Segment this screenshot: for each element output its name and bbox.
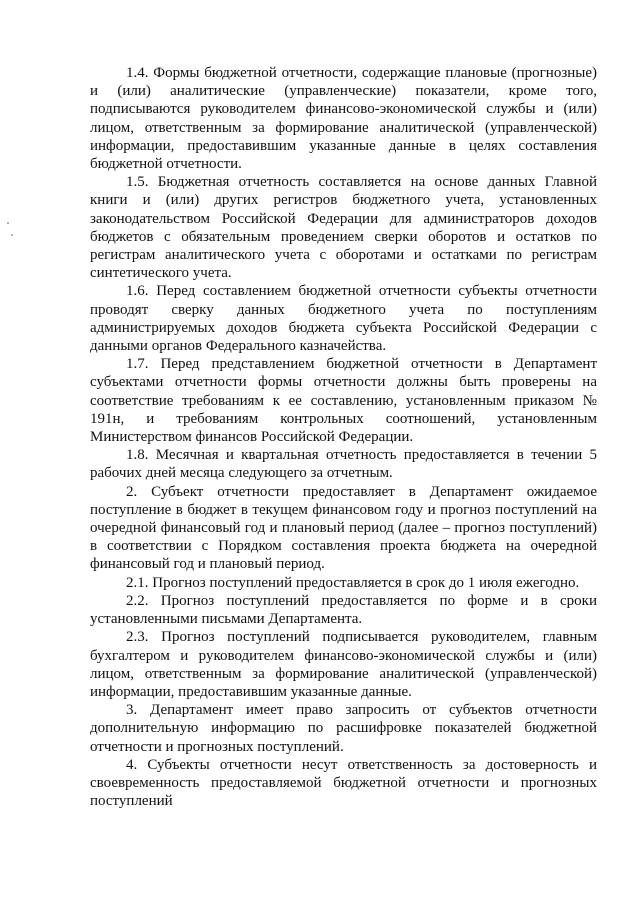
- paragraph-1-7: 1.7. Перед представлением бюджетной отчетности в Департамент субъектами отчетности формы отчетности должны быть проверены на соответствие требованиям к ее составлению, установленным приказом № 191н, и требованиям контрольных соотношений, установленным Министерством финансов Российской Федерации.: [90, 356, 597, 446]
- paragraph-2: 2. Субъект отчетности предоставляет в Департамент ожидаемое поступление в бюджет в текущем финансовом году и прогноз поступлений на очередной финансовый год и плановый период (далее – прогноз поступлений) в соответствии с Порядком составления проекта бюджета на очередной финансовый год и плановый период.: [90, 483, 597, 573]
- scan-speck: [11, 234, 13, 236]
- paragraph-1-6: 1.6. Перед составлением бюджетной отчетности субъекты отчетности проводят сверку данных бюджетного учета по поступлениям администрируемых доходов бюджета субъекта Российской Федерации с данными органов Федерального казначейства.: [90, 283, 597, 355]
- paragraph-2-2: 2.2. Прогноз поступлений предоставляется по форме и в сроки установленными письмами Департамента.: [90, 592, 597, 628]
- paragraph-1-4: 1.4. Формы бюджетной отчетности, содержащие плановые (прогнозные) и (или) аналитические (управленческие) показатели, кроме того, подписываются руководителем финансово-экономической службы и (или) лицом, ответственным за формирование аналитической (управленческой) информации, предоставившим указанные данные в целях составления бюджетной отчетности.: [90, 65, 597, 173]
- paragraph-1-5: 1.5. Бюджетная отчетность составляется на основе данных Главной книги и (или) других регистров бюджетного учета, установленных законодательством Российской Федерации для администраторов доходов бюджетов с обязательным проведением сверки оборотов и остатков по регистрам аналитического учета с оборотами и остатками по регистрам синтетического учета.: [90, 174, 597, 282]
- paragraph-2-3: 2.3. Прогноз поступлений подписывается руководителем, главным бухгалтером и руководителем финансово-экономической службы и (или) лицом, ответственным за формирование аналитической (управленческой) информации, предоставившим указанные данные.: [90, 629, 597, 700]
- paragraph-1-8: 1.8. Месячная и квартальная отчетность предоставляется в течении 5 рабочих дней месяца следующего за отчетным.: [90, 447, 597, 482]
- paragraph-4: 4. Субъекты отчетности несут ответственность за достоверность и своевременность предоставляемой бюджетной отчетности и прогнозных поступлений: [90, 756, 597, 810]
- paragraph-2-1: 2.1. Прогноз поступлений предоставляется в срок до 1 июля ежегодно.: [126, 574, 580, 591]
- scan-speck: [7, 222, 9, 224]
- paragraph-3: 3. Департамент имеет право запросить от субъектов отчетности дополнительную информацию по расшифровке показателей бюджетной отчетности и прогнозных поступлений.: [90, 702, 597, 755]
